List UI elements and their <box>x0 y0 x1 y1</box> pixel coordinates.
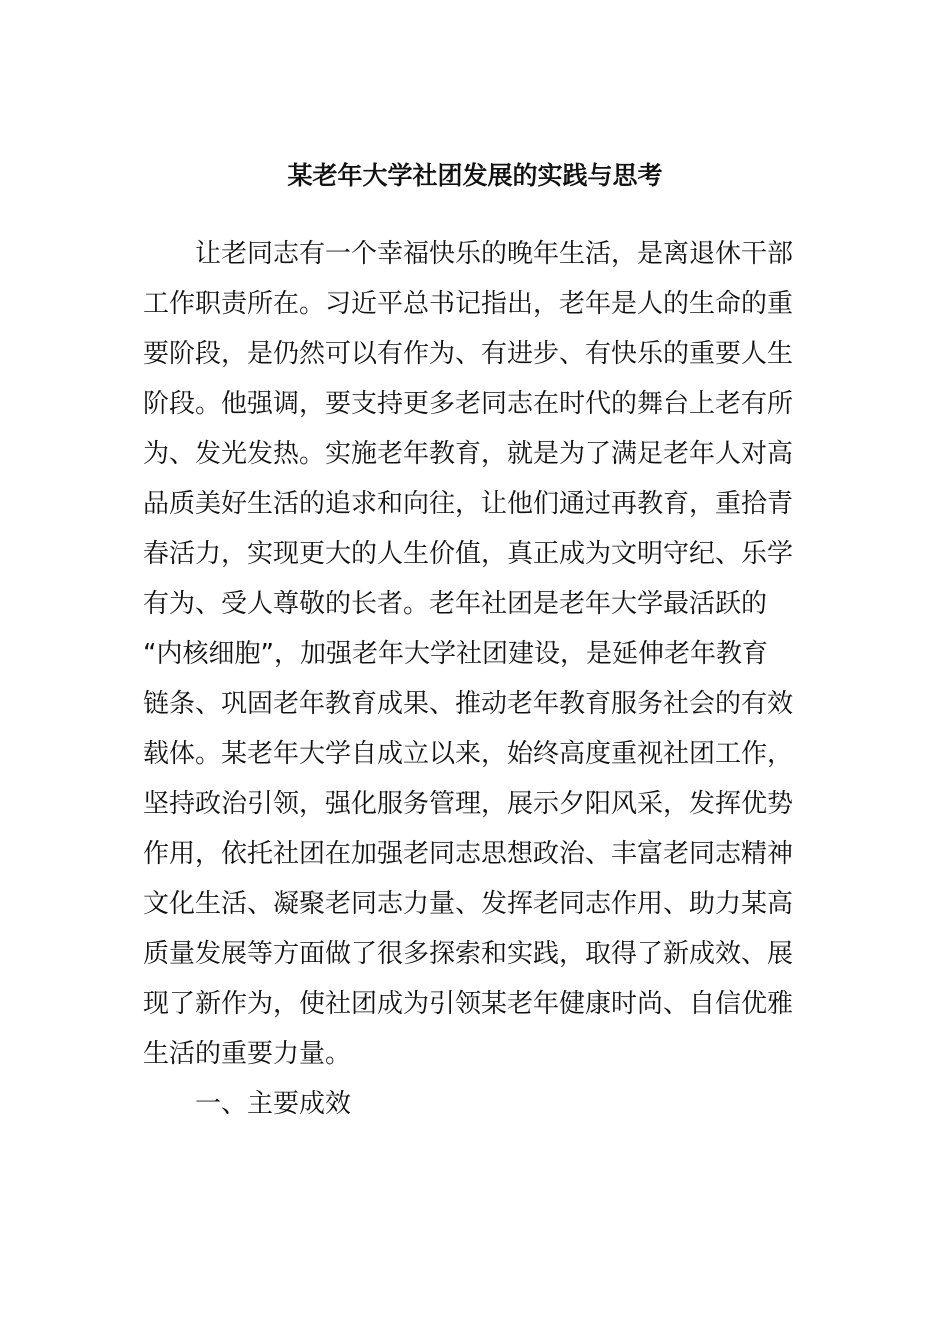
paragraph-line: 坚持政治引领，强化服务管理，展示夕阳风采，发挥优势 <box>143 789 794 819</box>
paragraph-line: 载体。某老年大学自成立以来，始终高度重视社团工作， <box>143 739 794 769</box>
paragraph-line: 链条、巩固老年教育成果、推动老年教育服务社会的有效 <box>143 689 794 719</box>
paragraph-line: 为、发光发热。实施老年教育，就是为了满足老年人对高 <box>143 439 794 469</box>
paragraph-line: 作用，依托社团在加强老同志思想政治、丰富老同志精神 <box>143 839 794 869</box>
paragraph-line: 质量发展等方面做了很多探索和实践，取得了新成效、展 <box>143 939 794 969</box>
paragraph-line: 生活的重要力量。 <box>143 1039 352 1069</box>
paragraph-line: 品质美好生活的追求和向往，让他们通过再教育，重拾青 <box>143 489 794 519</box>
paragraph-line: 有为、受人尊敬的长者。老年社团是老年大学最活跃的 <box>143 589 768 619</box>
document-title: 某老年大学社团发展的实践与思考 <box>287 161 663 190</box>
paragraph-line: 让老同志有一个幸福快乐的晚年生活，是离退休干部 <box>195 239 794 269</box>
paragraph-line: 阶段。他强调，要支持更多老同志在时代的舞台上老有所 <box>143 389 794 419</box>
document-body <box>143 229 793 1129</box>
paragraph-line: 现了新作为，使社团成为引领某老年健康时尚、自信优雅 <box>143 989 794 1019</box>
paragraph-line: 要阶段，是仍然可以有作为、有进步、有快乐的重要人生 <box>143 339 794 369</box>
paragraph-line: 文化生活、凝聚老同志力量、发挥老同志作用、助力某高 <box>143 889 794 919</box>
section-heading: 一、主要成效 <box>195 1089 352 1119</box>
paragraph-line: 春活力，实现更大的人生价值，真正成为文明守纪、乐学 <box>143 539 794 569</box>
paragraph-line: 工作职责所在。习近平总书记指出，老年是人的生命的重 <box>143 289 794 319</box>
paragraph-line: “内核细胞”，加强老年大学社团建设，是延伸老年教育 <box>143 639 768 669</box>
